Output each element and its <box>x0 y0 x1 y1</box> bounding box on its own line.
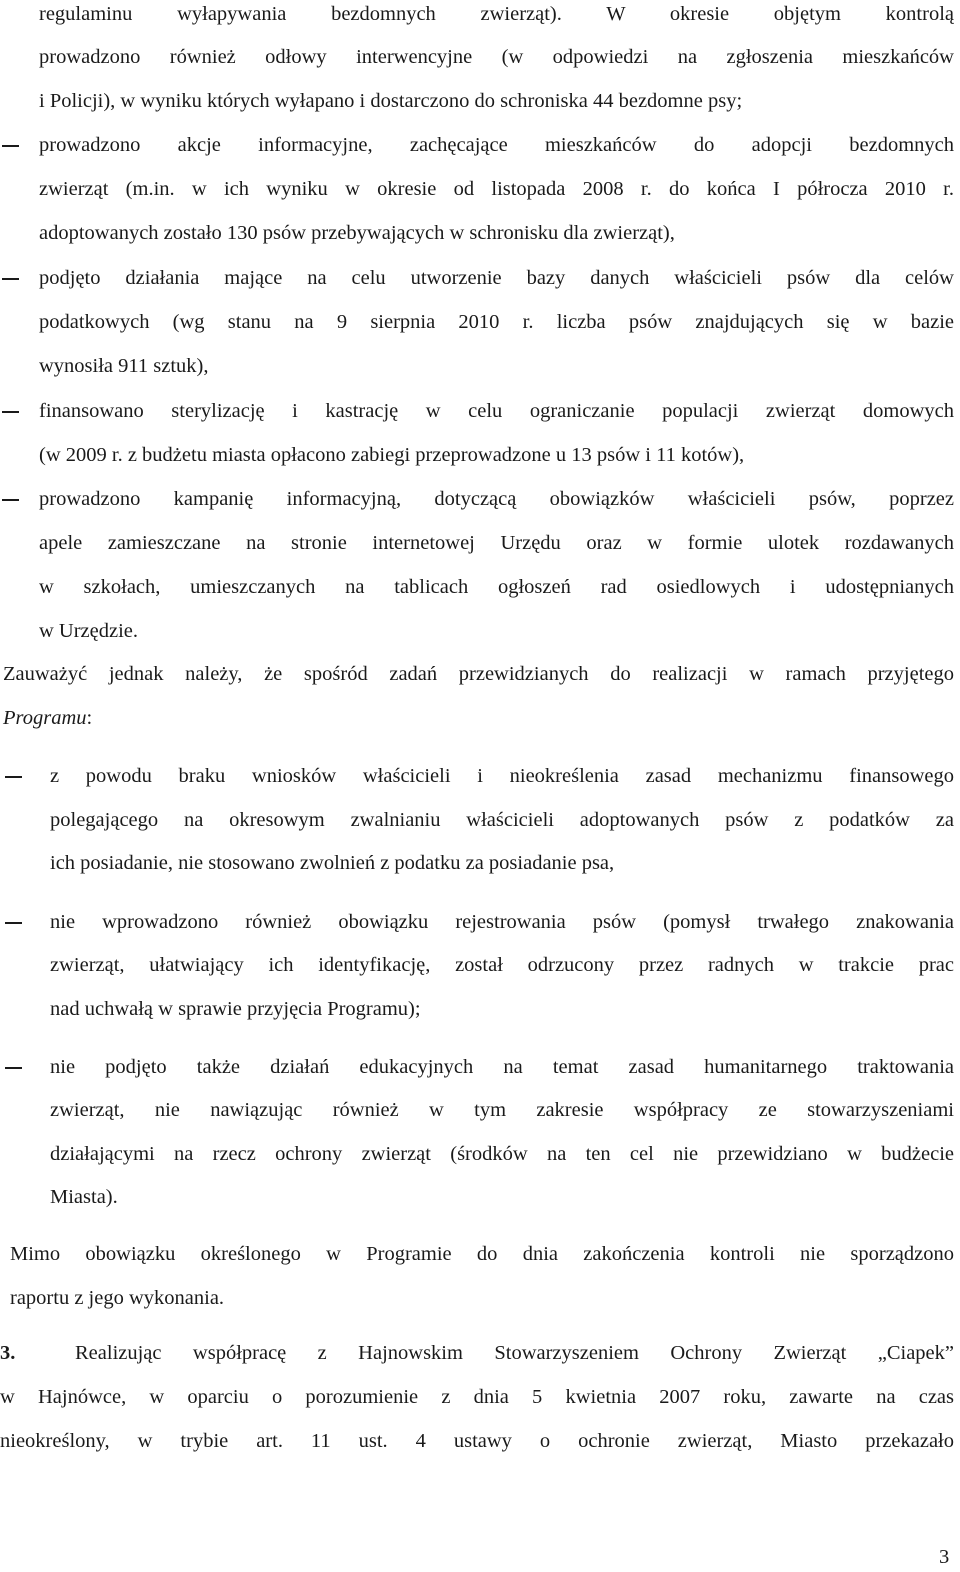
list-item-line: z powodu braku wniosków właścicieli i nieokreślenia zasad mechanizmu finansowego <box>50 765 954 787</box>
text-line: regulaminu wyłapywania bezdomnych zwierząt). W okresie objętym kontrolą <box>39 3 954 25</box>
list-item-line: nie wprowadzono również obowiązku rejestrowania psów (pomysł trwałego znakowania <box>50 911 954 933</box>
list-item-line: w szkołach, umieszczanych na tablicach ogłoszeń rad osiedlowych i udostępnianych <box>39 576 954 598</box>
list-item-line: zwierząt (m.in. w ich wyniku w okresie od listopada 2008 r. do końca I półrocza 2010 r. <box>39 178 954 200</box>
text-line: Realizując współpracę z Hajnowskim Stowarzyszeniem Ochrony Zwierząt „Ciapek” <box>75 1342 954 1364</box>
list-item-line: Miasta). <box>50 1186 118 1208</box>
list-item-line: nie podjęto także działań edukacyjnych na temat zasad humanitarnego traktowania <box>50 1056 954 1078</box>
page-number: 3 <box>939 1546 950 1568</box>
list-item-line: w Urzędzie. <box>39 620 139 642</box>
text-line: raportu z jego wykonania. <box>10 1287 225 1309</box>
text-line: Zauważyć jednak należy, że spośród zadań przewidzianych do realizacji w ramach przyjętego <box>3 663 954 685</box>
list-item-line: prowadzono kampanię informacyjną, dotyczącą obowiązków właścicieli psów, poprzez <box>39 488 954 510</box>
list-item-line: wynosiła 911 sztuk), <box>39 355 209 377</box>
list-item-line: adoptowanych zostało 130 psów przebywających w schronisku dla zwierząt), <box>39 222 675 244</box>
list-item-line: podatkowych (wg stanu na 9 sierpnia 2010 r. liczba psów znajdujących się w bazie <box>39 311 954 333</box>
text-line: nieokreślony, w trybie art. 11 ust. 4 ustawy o ochronie zwierząt, Miasto przekazało <box>0 1430 954 1452</box>
program-italic: Programu <box>3 707 87 729</box>
list-item-line: ich posiadanie, nie stosowano zwolnień z podatku za posiadanie psa, <box>50 852 615 874</box>
list-item-line: podjęto działania mające na celu utworzenie bazy danych właścicieli psów dla celów <box>39 267 954 289</box>
bullet-dash-icon <box>2 411 19 413</box>
list-item-line: prowadzono akcje informacyjne, zachęcające mieszkańców do adopcji bezdomnych <box>39 134 954 156</box>
text-line: w Hajnówce, w oparciu o porozumienie z dnia 5 kwietnia 2007 roku, zawarte na czas <box>0 1386 954 1408</box>
colon: : <box>86 707 93 729</box>
list-item-line: zwierząt, ułatwiający ich identyfikację, został odrzucony przez radnych w trakcie prac <box>50 954 954 976</box>
list-item-line: działającymi na rzecz ochrony zwierząt (środków na ten cel nie przewidziano w budżecie <box>50 1143 954 1165</box>
bullet-dash-icon <box>2 145 19 147</box>
text-line: i Policji), w wyniku których wyłapano i dostarczono do schroniska 44 bezdomne psy; <box>39 90 743 112</box>
bullet-dash-icon <box>2 499 19 501</box>
text-line <box>3 704 92 732</box>
list-item-line: polegającego na okresowym zwalnianiu właścicieli adoptowanych psów z podatków za <box>50 809 954 831</box>
section-number: 3. <box>0 1342 16 1364</box>
list-item-line: nad uchwałą w sprawie przyjęcia Programu); <box>50 998 421 1020</box>
text-line: Mimo obowiązku określonego w Programie do dnia zakończenia kontroli nie sporządzono <box>10 1243 954 1265</box>
bullet-dash-icon <box>5 776 22 778</box>
bullet-dash-icon <box>5 1067 22 1069</box>
text-line: prowadzono również odłowy interwencyjne (w odpowiedzi na zgłoszenia mieszkańców <box>39 46 954 68</box>
list-item-line: apele zamieszczane na stronie internetowej Urzędu oraz w formie ulotek rozdawanych <box>39 532 954 554</box>
list-item-line: (w 2009 r. z budżetu miasta opłacono zabiegi przeprowadzone u 13 psów i 11 kotów), <box>39 444 745 466</box>
bullet-dash-icon <box>2 278 19 280</box>
bullet-dash-icon <box>5 922 22 924</box>
list-item-line: finansowano sterylizację i kastrację w celu ograniczanie populacji zwierząt domowych <box>39 400 954 422</box>
list-item-line: zwierząt, nie nawiązując również w tym zakresie współpracy ze stowarzyszeniami <box>50 1099 954 1121</box>
